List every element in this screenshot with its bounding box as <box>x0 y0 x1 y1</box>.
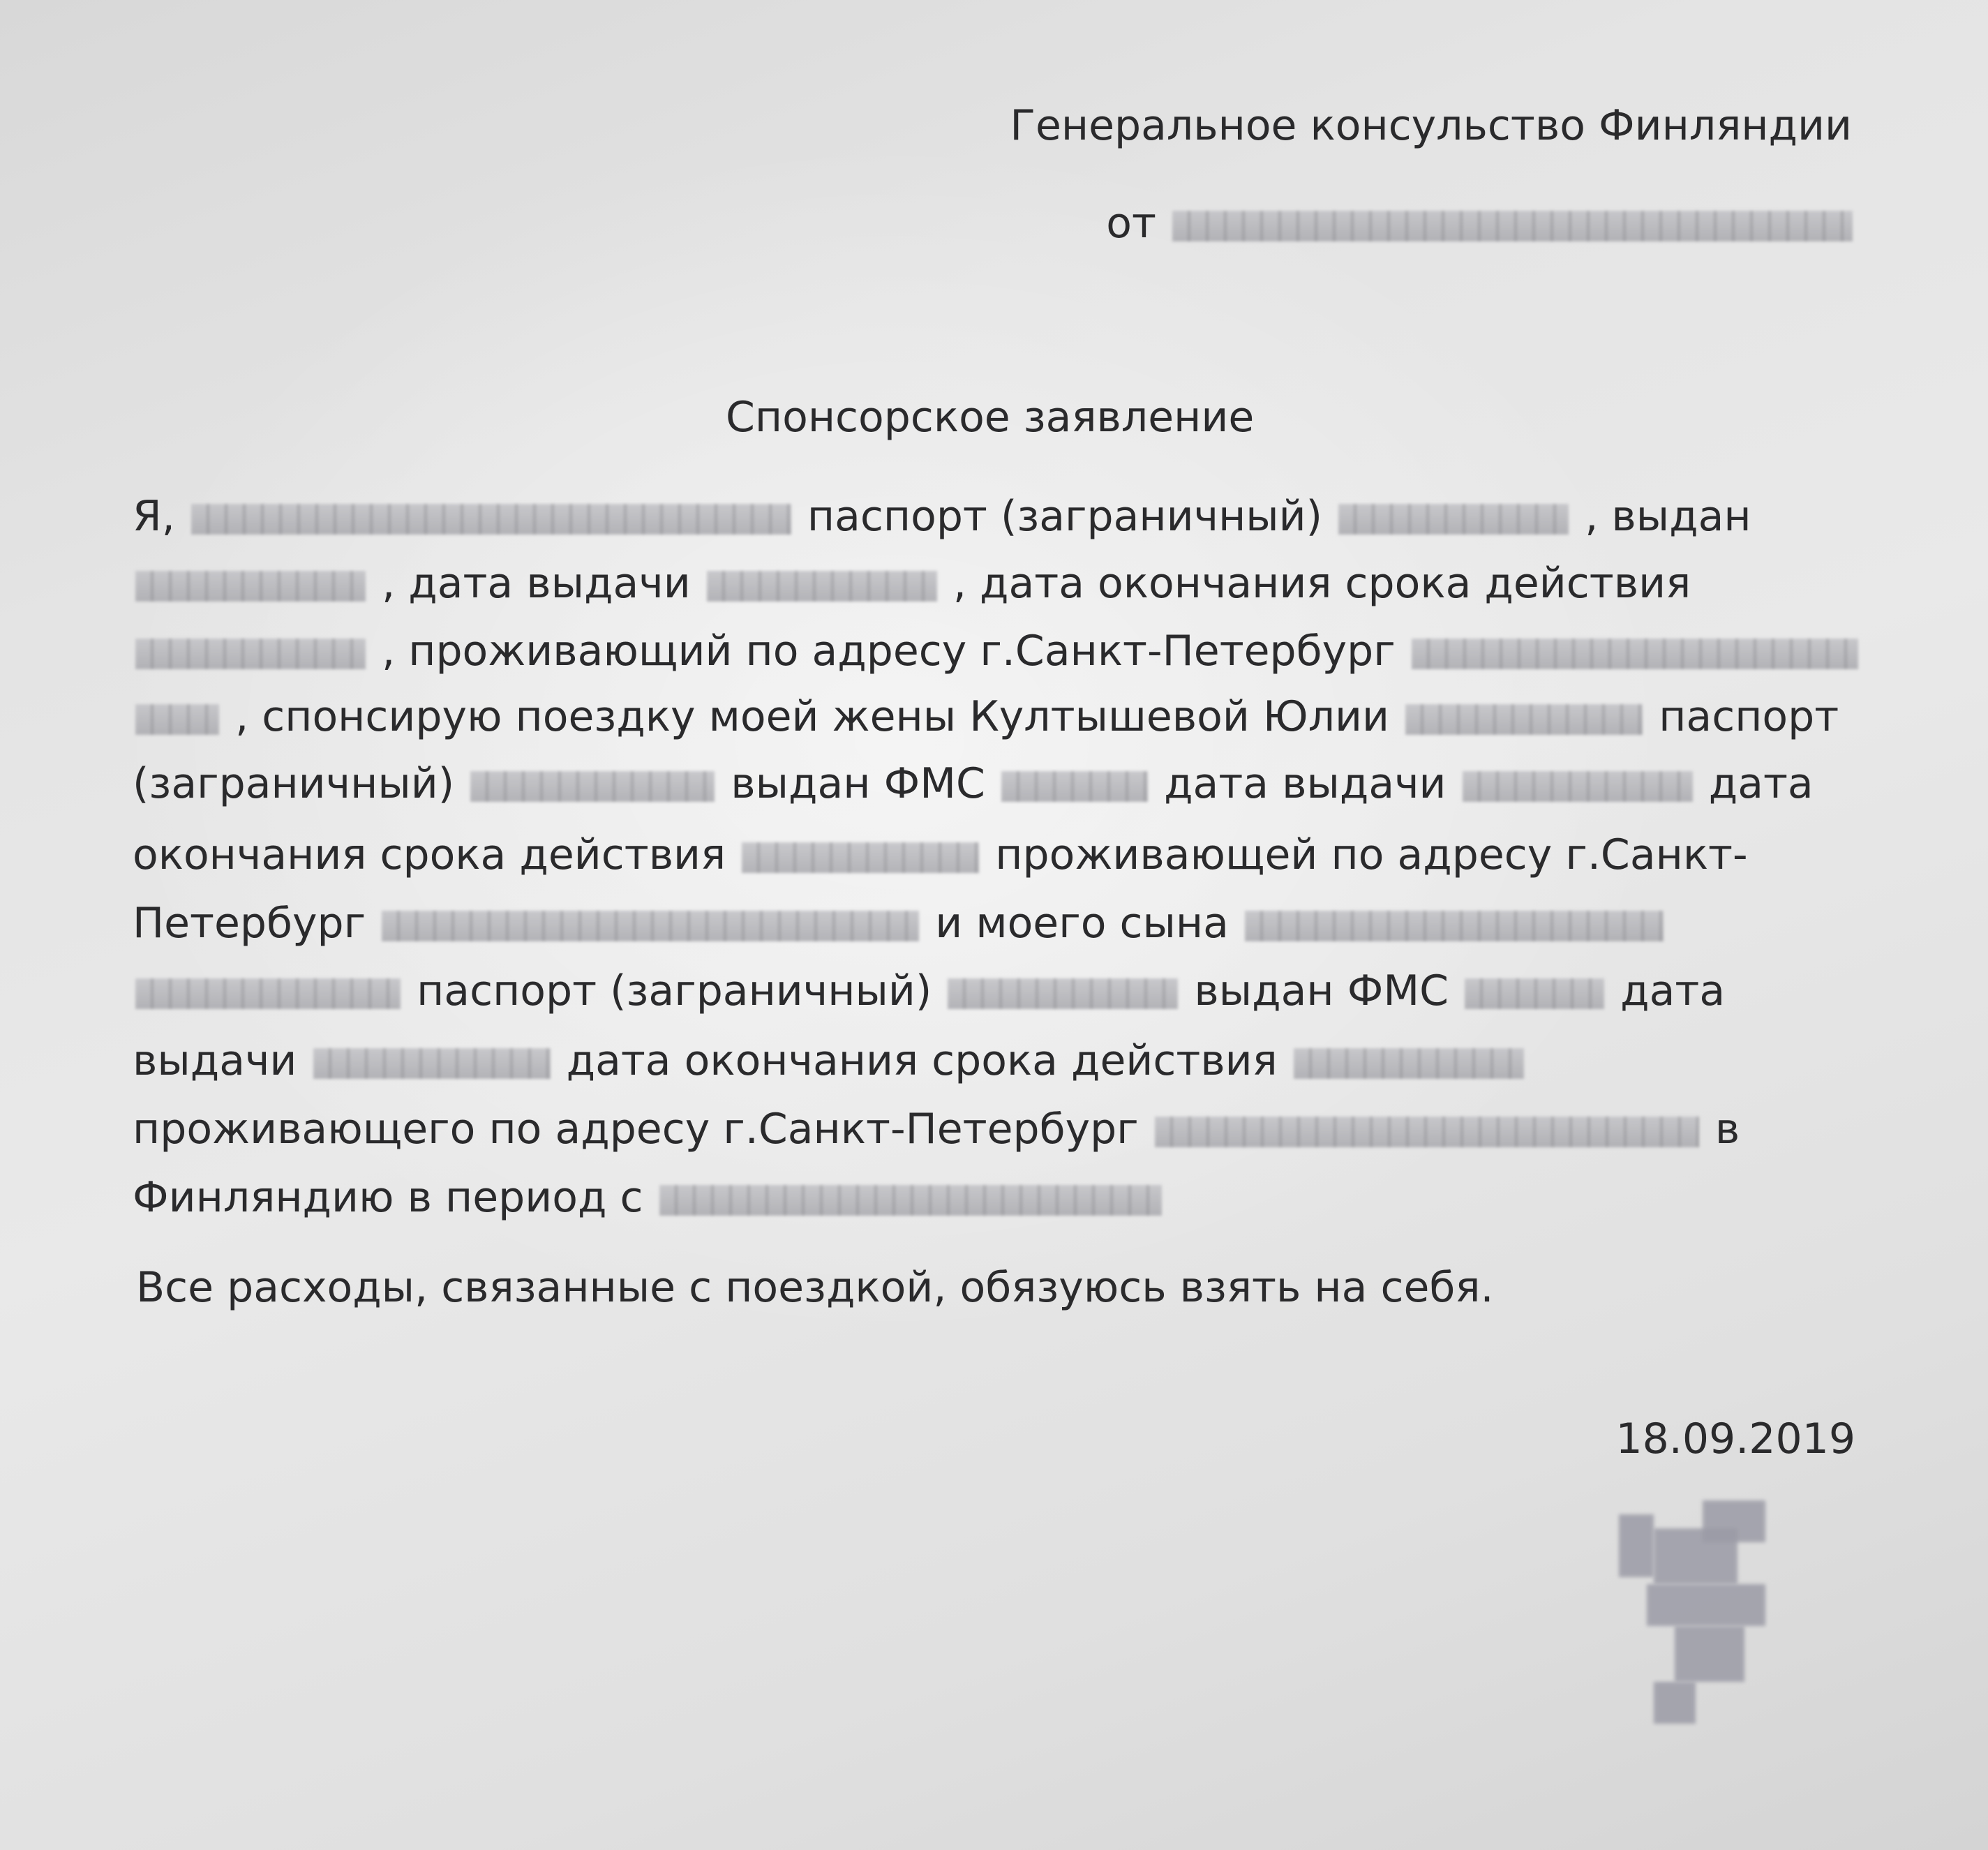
l5-d: дата <box>1708 759 1814 808</box>
redacted-son-issue-date <box>313 1048 551 1079</box>
redacted-wife-patronymic <box>1405 704 1643 735</box>
redacted-sender-name <box>1172 211 1853 241</box>
l5-a: (заграничный) <box>133 759 455 808</box>
from-line <box>1106 199 1855 248</box>
l5-b: выдан ФМС <box>731 759 985 808</box>
l7-b: и моего сына <box>935 899 1229 948</box>
l4-b: паспорт <box>1659 692 1839 741</box>
l4-a: , спонсирую поездку моей жены Култышевой Юлии <box>235 692 1390 741</box>
redacted-address <box>1412 639 1858 669</box>
redacted-son-address <box>1155 1117 1699 1147</box>
l5-c: дата выдачи <box>1164 759 1447 808</box>
redacted-son-name <box>1245 911 1664 941</box>
l10-b: в <box>1714 1105 1740 1154</box>
redacted-expiry-date <box>135 639 366 669</box>
redacted-trip-period <box>659 1185 1162 1216</box>
l9-b: дата окончания срока действия <box>566 1036 1278 1085</box>
redacted-son-patronymic <box>135 978 401 1009</box>
body-line-11 <box>133 1173 1165 1222</box>
l8-b: выдан ФМС <box>1194 967 1449 1015</box>
redacted-wife-expiry <box>742 842 979 873</box>
l7-a: Петербург <box>133 899 366 948</box>
redacted-address-tail <box>135 704 219 735</box>
redacted-issuer <box>135 571 366 602</box>
l1-b: паспорт (заграничный) <box>807 492 1323 541</box>
l2-a: , дата выдачи <box>382 559 691 608</box>
body-line-3 <box>133 627 1861 676</box>
redacted-wife-passport <box>470 771 715 802</box>
body-line-1 <box>133 492 1751 541</box>
l11-a: Финляндию в период с <box>133 1173 643 1222</box>
body-line-4 <box>133 692 1839 741</box>
redacted-son-passport <box>948 978 1178 1009</box>
redacted-son-expiry <box>1294 1048 1524 1079</box>
l6-b: проживающей по адресу г.Санкт- <box>995 830 1748 879</box>
l1-c: , выдан <box>1585 492 1751 541</box>
l10-a: проживающего по адресу г.Санкт-Петербург <box>133 1105 1139 1154</box>
l2-b: , дата окончания срока действия <box>952 559 1691 608</box>
expenses-line <box>136 1263 1494 1312</box>
l1-a: Я, <box>133 492 175 541</box>
redacted-wife-address <box>382 911 919 941</box>
l6-a: окончания срока действия <box>133 830 726 879</box>
body-line-10 <box>133 1105 1740 1154</box>
from-label: от <box>1106 199 1156 248</box>
expenses-text: Все расходы, связанные с поездкой, обязуюсь взять на себя. <box>136 1263 1494 1312</box>
recipient-line <box>1010 101 1852 150</box>
body-line-9 <box>133 1036 1527 1085</box>
recipient: Генеральное консульство Финляндии <box>1010 101 1852 150</box>
title-text: Спонсорское заявление <box>726 393 1255 442</box>
document-date: 18.09.2019 <box>1615 1415 1855 1463</box>
body-line-5 <box>133 759 1814 808</box>
redacted-issue-date <box>707 571 937 602</box>
date-line <box>1615 1415 1855 1463</box>
l8-c: дата <box>1620 967 1726 1015</box>
l3-a: , проживающий по адресу г.Санкт-Петербург <box>382 627 1396 676</box>
redacted-wife-fms <box>1001 771 1148 802</box>
page-title <box>726 393 1255 442</box>
body-line-7 <box>133 899 1666 948</box>
body-line-2 <box>133 559 1691 608</box>
l9-a: выдачи <box>133 1036 297 1085</box>
body-line-8 <box>133 967 1726 1015</box>
redacted-son-fms <box>1465 978 1604 1009</box>
redacted-applicant-name <box>191 504 791 535</box>
body-line-6 <box>133 830 1748 879</box>
redacted-wife-issue-date <box>1463 771 1693 802</box>
redacted-signature <box>1619 1500 1800 1731</box>
redacted-passport-number <box>1338 504 1569 535</box>
l8-a: паспорт (заграничный) <box>417 967 932 1015</box>
